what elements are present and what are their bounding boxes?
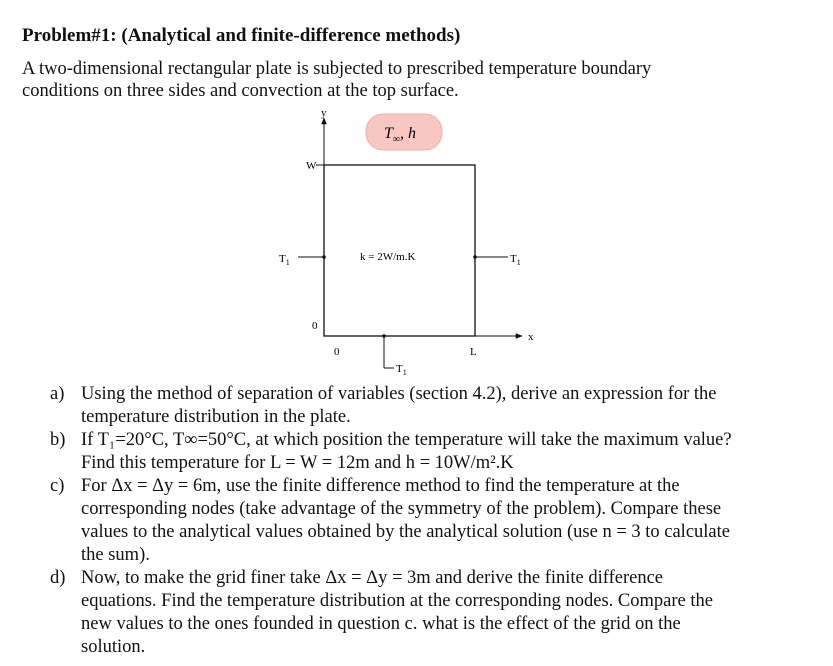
- problem-title: Problem#1: (Analytical and finite-difference methods): [22, 25, 461, 46]
- convection-h: , h: [400, 125, 417, 142]
- question-label: c): [50, 476, 65, 496]
- right-bc-dot: [473, 255, 477, 259]
- convection-cloud: [366, 114, 442, 150]
- conductivity-label: k = 2W/m.K: [360, 251, 416, 263]
- t-infinity-subscript: ∞: [392, 134, 401, 145]
- origin-x-label: 0: [334, 346, 340, 358]
- question-label: b): [50, 430, 66, 450]
- question-c: [50, 475, 830, 567]
- intro-line: conditions on three sides and convection at the top surface.: [22, 81, 459, 101]
- question-line: equations. Find the temperature distribution at the corresponding nodes. Compare the: [81, 591, 713, 611]
- question-line: temperature distribution in the plate.: [81, 407, 351, 427]
- question-line: new values to the ones founded in question c. what is the effect of the grid on the: [81, 614, 681, 634]
- question-d: [50, 567, 830, 659]
- bottom-bc-dot: [382, 334, 386, 338]
- question-line: the sum).: [81, 545, 150, 565]
- y-axis-label: y: [321, 107, 327, 119]
- x-axis-label: x: [528, 331, 534, 343]
- right-bc-label: $T_1$: [510, 253, 521, 267]
- t-infinity-symbol: T: [384, 125, 393, 142]
- question-b: [50, 429, 830, 475]
- plate-diagram: [270, 104, 570, 376]
- width-label: W: [306, 160, 317, 172]
- origin-y-label: 0: [312, 320, 318, 332]
- question-line: Find this temperature for L = W = 12m and h = 10W/m².K: [81, 453, 514, 473]
- question-label: d): [50, 568, 66, 588]
- question-label: a): [50, 384, 65, 404]
- length-label: L: [470, 346, 477, 358]
- question-line: Using the method of separation of variables (section 4.2), derive an expression for the: [81, 384, 717, 404]
- plate-figure: [270, 104, 570, 376]
- question-a: [50, 383, 830, 429]
- bottom-bc-label: $T_1$: [396, 363, 407, 376]
- question-line: values to the analytical values obtained by the analytical solution (use n = 3 to calculate: [81, 522, 730, 542]
- problem-intro: [22, 58, 651, 102]
- question-line: corresponding nodes (take advantage of the symmetry of the problem). Compare these: [81, 499, 722, 519]
- question-line: Now, to make the grid finer take Δx = Δy = 3m and derive the finite difference: [81, 568, 663, 588]
- question-list: [50, 383, 830, 659]
- left-bc-label: $T_1$: [279, 253, 290, 267]
- question-line: solution.: [81, 637, 146, 657]
- left-bc-dot: [322, 255, 326, 259]
- question-line: If T₁=20°C, T∞=50°C, at which position the temperature will take the maximum value?: [81, 430, 732, 450]
- intro-line: A two-dimensional rectangular plate is subjected to prescribed temperature boundary: [22, 59, 652, 79]
- question-line: For Δx = Δy = 6m, use the finite difference method to find the temperature at the: [81, 476, 680, 496]
